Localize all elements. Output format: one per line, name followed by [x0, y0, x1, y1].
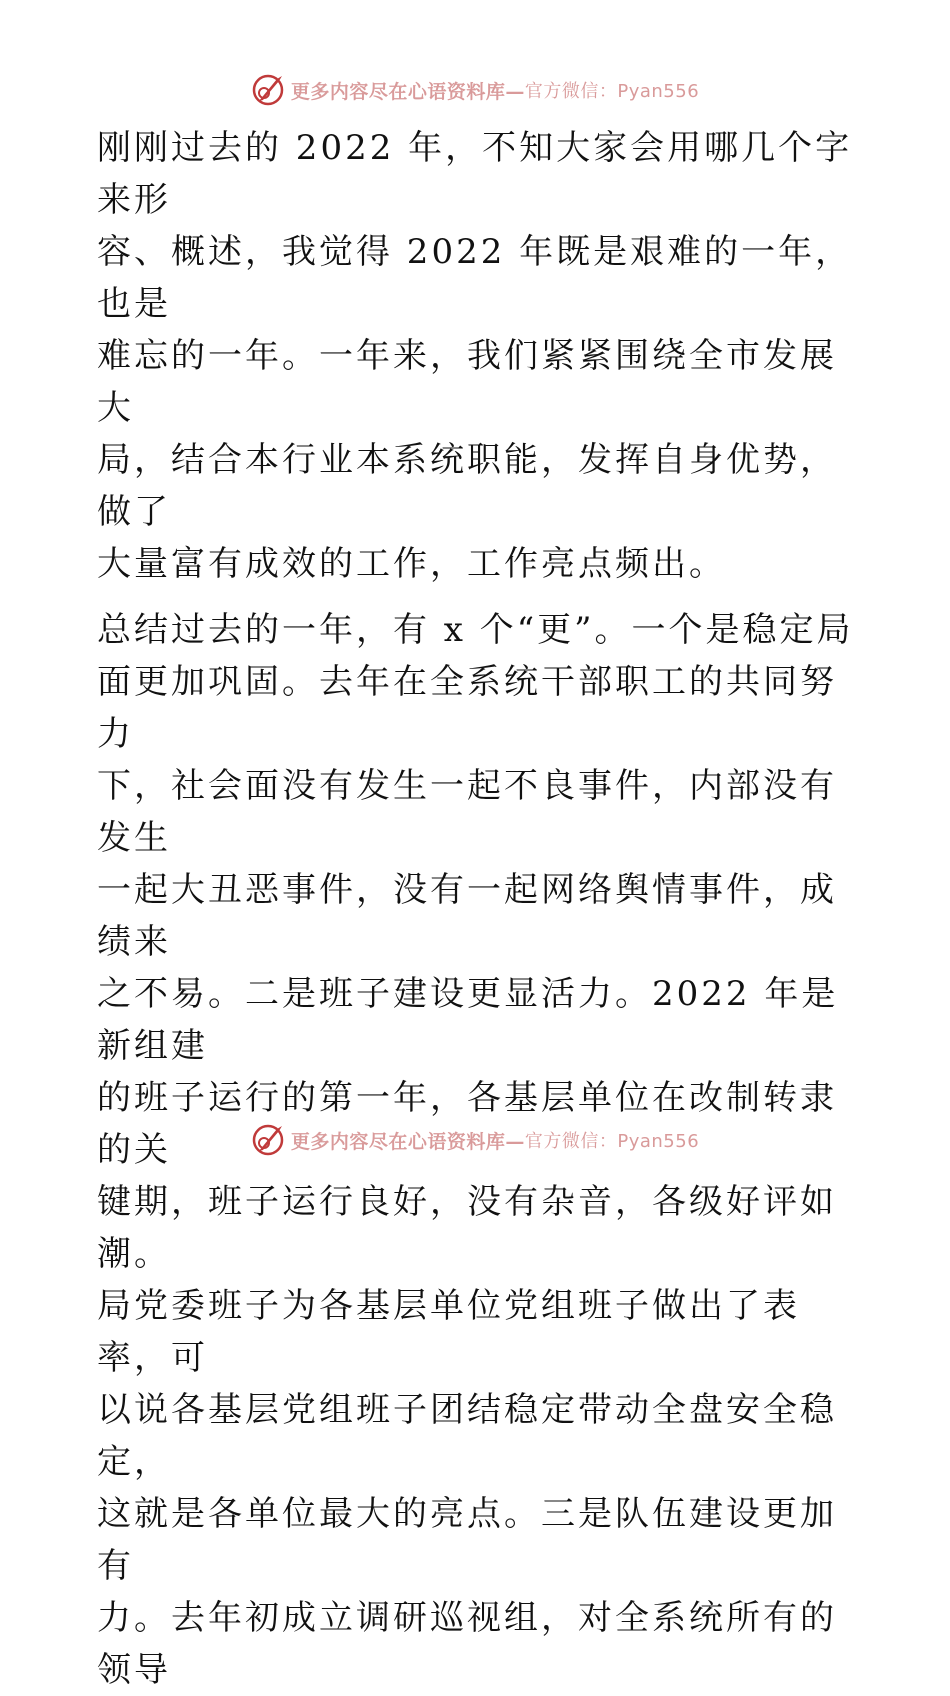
- header-banner: [0, 70, 950, 110]
- text-line: 容、概述，我觉得 2022 年既是艰难的一年，也是: [97, 232, 853, 324]
- text-line: 难忘的一年。一年来，我们紧紧围绕全市发展大: [97, 336, 837, 428]
- banner-contact-text: 官方微信：Pyan556: [524, 1131, 700, 1152]
- quill-logo-icon: [251, 73, 285, 107]
- text-line: 面更加巩固。去年在全系统干部职工的共同努力: [97, 662, 837, 754]
- text-line: 局，结合本行业本系统职能，发挥自身优势，做了: [97, 440, 837, 532]
- text-line: 一起大丑恶事件，没有一起网络舆情事件，成绩来: [97, 870, 837, 962]
- text-line: 力。去年初成立调研巡视组，对全系统所有的领导: [97, 1598, 837, 1690]
- banner-main-text: 更多内容尽在心语资料库—: [290, 80, 525, 103]
- text-line: 总结过去的一年，有 x 个“更”。一个是稳定局: [97, 610, 854, 650]
- quill-logo-icon: [251, 1123, 285, 1157]
- footer-banner: [0, 1120, 950, 1160]
- paragraph-1: [97, 122, 867, 590]
- text-line: 大量富有成效的工作，工作亮点频出。: [97, 544, 726, 584]
- text-line: 下，社会面没有发生一起不良事件，内部没有发生: [97, 766, 837, 858]
- banner-main-text: 更多内容尽在心语资料库—: [290, 1130, 525, 1153]
- text-line: 键期，班子运行良好，没有杂音，各级好评如潮。: [97, 1182, 837, 1274]
- document-body: [97, 122, 867, 1696]
- text-line: 之不易。二是班子建设更显活力。2022 年是新组建: [97, 974, 839, 1066]
- text-line: 的班子运行的第一年，各基层单位在改制转隶的关: [97, 1078, 837, 1170]
- text-line: 刚刚过去的 2022 年，不知大家会用哪几个字来形: [97, 128, 853, 220]
- text-line: 这就是各单位最大的亮点。三是队伍建设更加有: [97, 1494, 837, 1586]
- text-line: 局党委班子为各基层单位党组班子做出了表率，可: [97, 1286, 800, 1378]
- text-line: 以说各基层党组班子团结稳定带动全盘安全稳定，: [97, 1390, 837, 1482]
- banner-contact-text: 官方微信：Pyan556: [524, 81, 700, 102]
